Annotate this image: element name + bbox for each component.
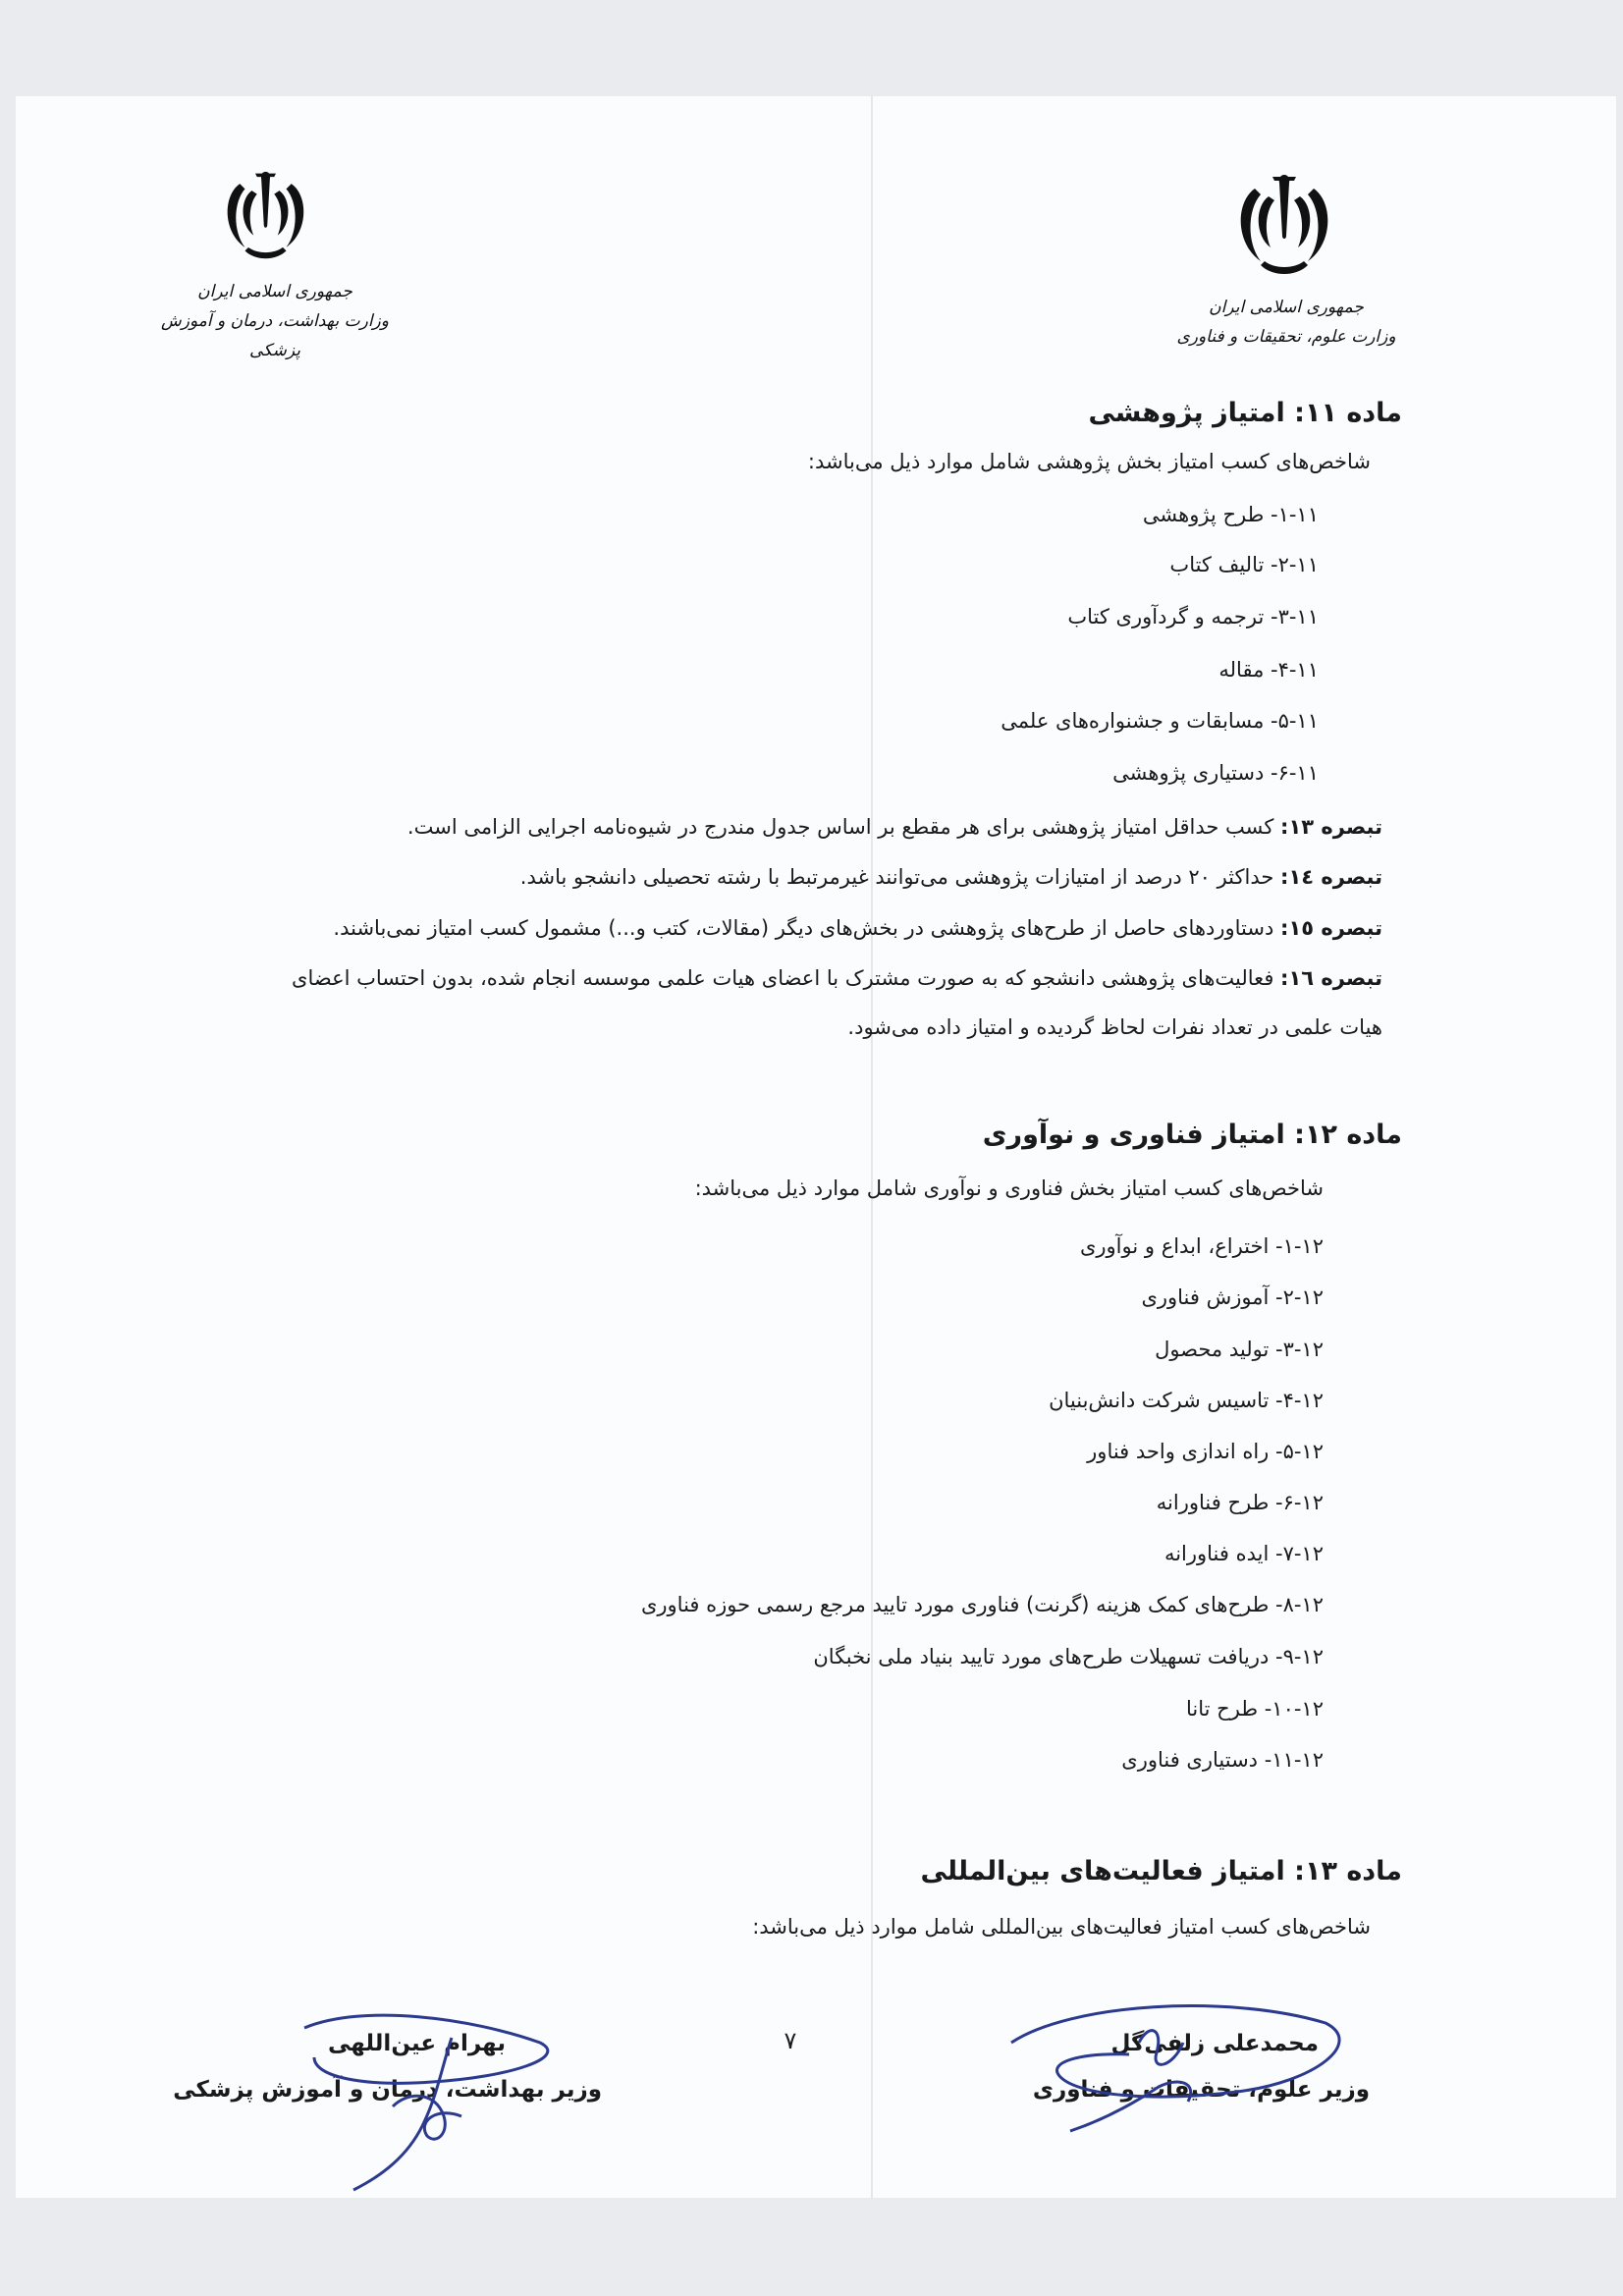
list-item: ۲-۱۲- آموزش فناوری xyxy=(1141,1285,1324,1309)
note-text: دستاوردهای حاصل از طرح‌های پژوهشی در بخش‌های دیگر (مقالات، کتب و...) مشمول کسب امتیاز نمی‌باشند. xyxy=(333,916,1281,940)
article-12-intro: شاخص‌های کسب امتیاز بخش فناوری و نوآوری شامل موارد ذیل می‌باشد: xyxy=(694,1176,1324,1200)
list-item: ۴-۱۲- تاسیس شرکت دانش‌بنیان xyxy=(1049,1389,1324,1412)
note-label: تبصره ١٤: xyxy=(1280,865,1382,889)
article-11-title: ماده ۱۱: امتیاز پژوهشی xyxy=(1088,398,1402,428)
list-item: ۹-۱۲- دریافت تسهیلات طرح‌های مورد تایید بنیاد ملی نخبگان xyxy=(813,1645,1324,1668)
list-item: ۵-۱۱- مسابقات و جشنواره‌های علمی xyxy=(1001,709,1319,733)
note-text: حداکثر ۲۰ درصد از امتیازات پژوهشی می‌توانند غیرمرتبط با رشته تحصیلی دانشجو باشد. xyxy=(519,865,1281,889)
list-item: ۱-۱۲- اختراع، ابداع و نوآوری xyxy=(1079,1234,1324,1258)
list-item: ۴-۱۱- مقاله xyxy=(1218,658,1319,682)
note-16 xyxy=(292,966,1382,990)
right-signer-role: وزیر علوم، تحقیقات و فناوری xyxy=(1032,2077,1370,2103)
list-item: ۵-۱۲- راه اندازی واحد فناور xyxy=(1087,1440,1324,1463)
note-label: تبصره ١٥: xyxy=(1280,916,1382,940)
article-13-intro: شاخص‌های کسب امتیاز فعالیت‌های بین‌المللی شامل موارد ذیل می‌باشد: xyxy=(752,1915,1371,1939)
article-13-title: ماده ۱۳: امتیاز فعالیت‌های بین‌المللی xyxy=(920,1856,1402,1886)
country-name: جمهوری اسلامی ایران xyxy=(197,282,352,301)
note-15 xyxy=(333,916,1382,940)
left-signer-role: وزیر بهداشت، درمان و آموزش پزشکی xyxy=(173,2077,602,2103)
list-item: ۳-۱۲- تولید محصول xyxy=(1155,1338,1324,1361)
ministry-science-caption xyxy=(1168,293,1404,352)
ministry-name: وزارت علوم، تحقیقات و فناوری xyxy=(1176,327,1396,347)
note-13 xyxy=(407,815,1382,839)
list-item: ۳-۱۱- ترجمه و گردآوری کتاب xyxy=(1067,605,1319,629)
right-signature-icon xyxy=(992,1984,1365,2151)
note-text: فعالیت‌های پژوهشی دانشجو که به صورت مشترک با اعضای هیات علمی موسسه انجام شده، بدون احتساب اعضای xyxy=(292,966,1281,990)
note-label: تبصره ۱۳: xyxy=(1280,815,1382,839)
list-item: ۱۰-۱۲- طرح تانا xyxy=(1186,1697,1324,1721)
right-signer-name: محمدعلی زلفی‌گل xyxy=(1110,2031,1319,2056)
list-item: ۶-۱۲- طرح فناورانه xyxy=(1156,1491,1324,1514)
note-16-continuation: هیات علمی در تعداد نفرات لحاظ گردیده و امتیاز داده می‌شود. xyxy=(847,1015,1382,1039)
list-item: ۶-۱۱- دستیاری پژوهشی xyxy=(1112,761,1319,785)
page-number: ۷ xyxy=(784,2027,797,2054)
article-12-title: ماده ۱۲: امتیاز فناوری و نوآوری xyxy=(982,1120,1402,1150)
list-item: ۱-۱۱- طرح پژوهشی xyxy=(1142,503,1319,526)
note-14 xyxy=(520,865,1382,889)
list-item: ۲-۱۱- تالیف کتاب xyxy=(1169,553,1319,576)
list-item: ۸-۱۲- طرح‌های کمک هزینه (گرنت) فناوری مورد تایید مرجع رسمی حوزه فناوری xyxy=(640,1593,1324,1616)
left-signature-icon xyxy=(216,1998,609,2195)
article-11-intro: شاخص‌های کسب امتیاز بخش پژوهشی شامل موارد ذیل می‌باشد: xyxy=(807,450,1371,473)
left-signer-name: بهرام عین‌اللهی xyxy=(327,2031,506,2056)
ministry-name: وزارت بهداشت، درمان و آموزش پزشکی xyxy=(161,311,389,360)
note-label: تبصره ١٦: xyxy=(1280,966,1382,990)
list-item: ۱۱-۱۲- دستیاری فناوری xyxy=(1121,1748,1324,1772)
country-name: جمهوری اسلامی ایران xyxy=(1209,298,1364,317)
ministry-health-caption xyxy=(157,277,393,365)
fold-line xyxy=(871,96,873,2198)
note-text: کسب حداقل امتیاز پژوهشی برای هر مقطع بر اساس جدول مندرج در شیوه‌نامه اجرایی الزامی است. xyxy=(406,815,1281,839)
list-item: ۷-۱۲- ایده فناورانه xyxy=(1163,1542,1324,1565)
iran-emblem-icon xyxy=(214,162,317,275)
iran-emblem-icon xyxy=(1225,167,1343,290)
